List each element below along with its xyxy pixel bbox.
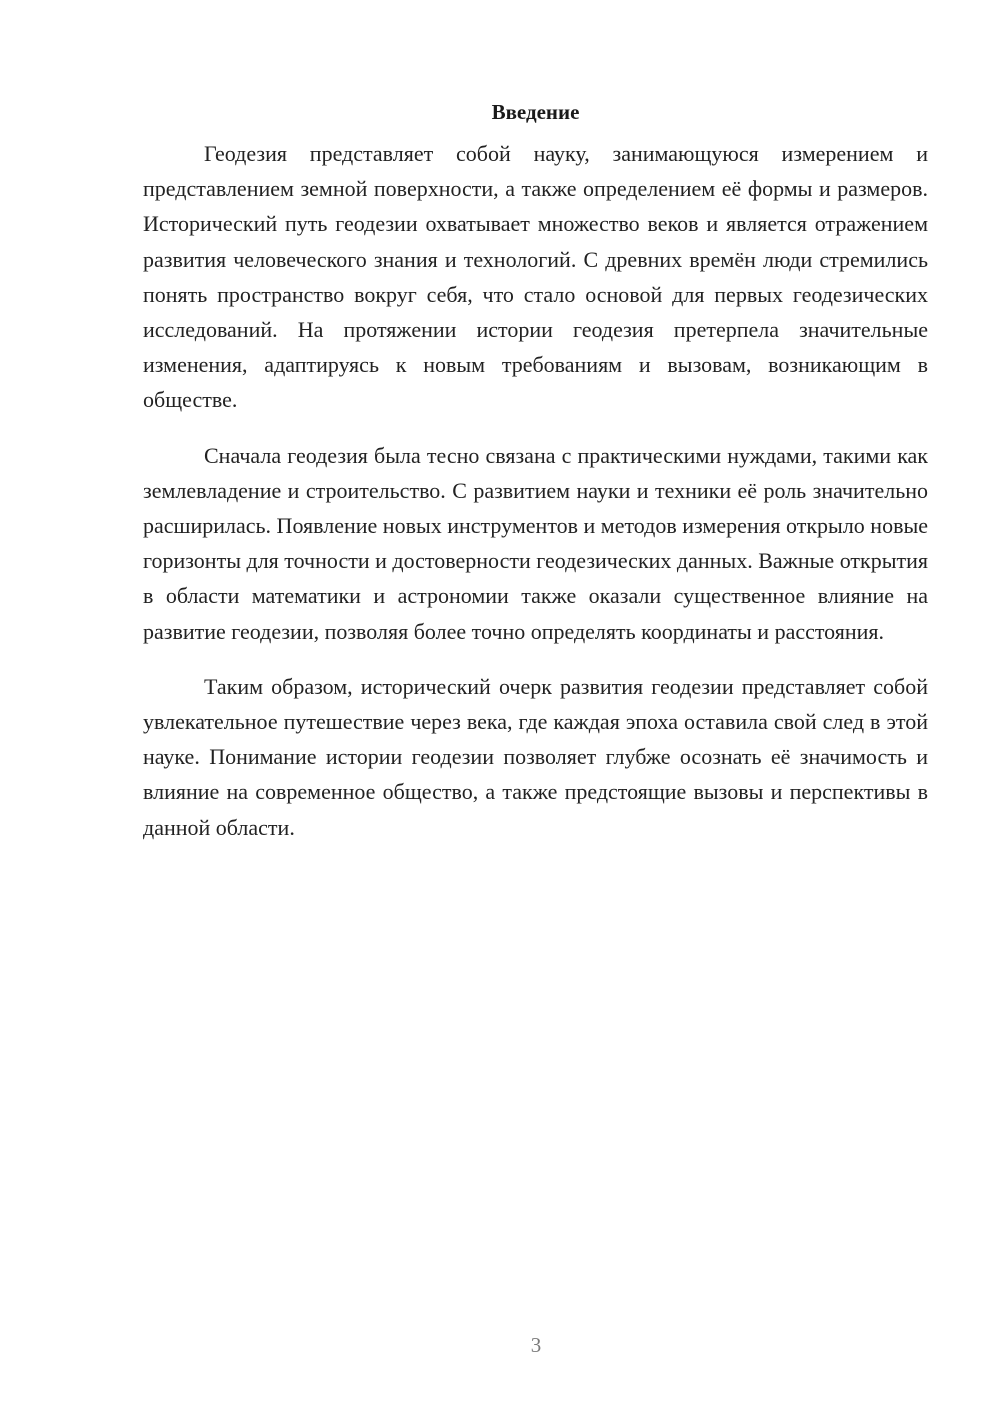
paragraph-1: Геодезия представляет собой науку, занимающуюся измерением и представлением земной поверхности, а также определением её формы и размеров. Исторический путь геодезии охватывает множество веков и является отражением развития человеческого знания и технологий. С древних времён люди стремились понять пространство вокруг себя, что стало основой для первых геодезических исследований. На протяжении истории геодезия претерпела значительные изменения, адаптируясь к новым требованиям и вызовам, возникающим в обществе. bbox=[143, 141, 928, 413]
page-content bbox=[143, 97, 928, 865]
paragraph-2: Сначала геодезия была тесно связана с практическими нуждами, такими как землевладение и строительство. С развитием науки и техники её роль значительно расширилась. Появление новых инструментов и методов измерения открыло новые горизонты для точности и достоверности геодезических данных. Важные открытия в области математики и астрономии также оказали существенное влияние на развитие геодезии, позволяя более точно определять координаты и расстояния. bbox=[143, 442, 929, 644]
page-number: 3 bbox=[530, 1333, 542, 1357]
section-heading: Введение bbox=[491, 100, 580, 124]
paragraph-3: Таким образом, исторический очерк развития геодезии представляет собой увлекательное путешествие через века, где каждая эпоха оставила свой след в этой науке. Понимание истории геодезии позволяет глубже осознать её значимость и влияние на современное общество, а также предстоящие вызовы и перспективы в данной области. bbox=[143, 673, 928, 840]
